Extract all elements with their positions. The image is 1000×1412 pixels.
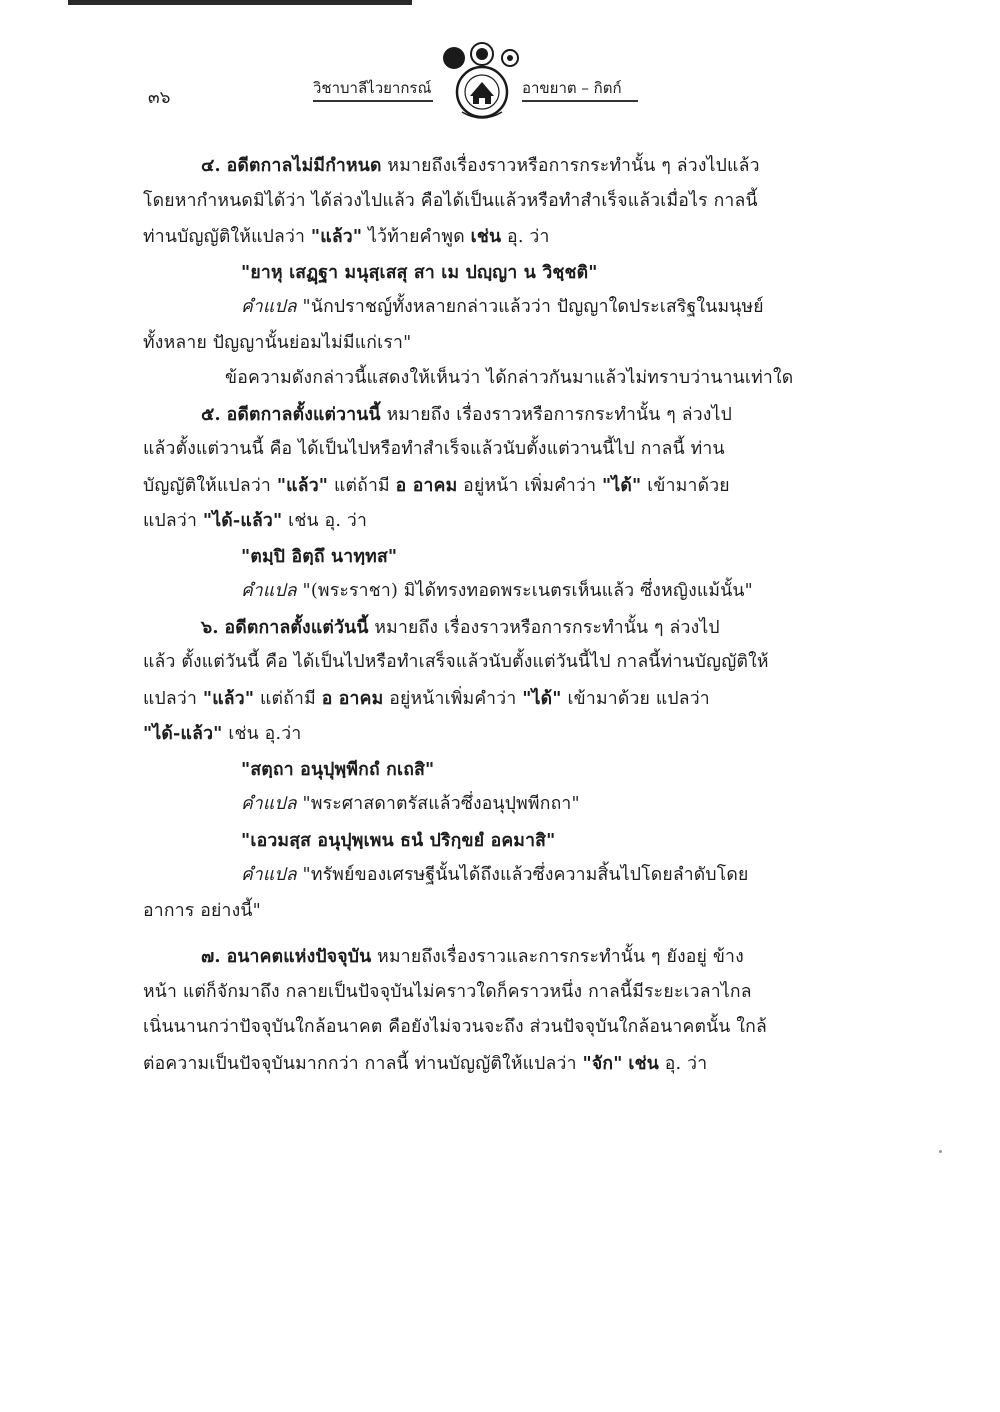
translation-text: "ทรัพย์ของเศรษฐีนั้นได้ถึงแล้วซึ่งความสิ้นไปโดยลำดับโดย: [302, 865, 749, 885]
text-run: อุ. ว่า: [664, 1053, 708, 1074]
text-run: หมายถึงเรื่องราวหรือการกระทำนั้น ๆ ล่วงไปแล้ว: [387, 156, 760, 176]
paragraph-line: [143, 503, 843, 539]
section-number: ๔.: [201, 155, 221, 176]
translation-line: [143, 858, 843, 894]
bold-term: อ อาคม: [395, 474, 458, 496]
translation-text: "พระศาสดาตรัสแล้วซึ่งอนุปุพพีกถา": [302, 794, 580, 814]
note-line: ข้อความดังกล่าวนี้แสดงให้เห็นว่า ได้กล่าวกันมาแล้วไม่ทราบว่านานเท่าใด: [225, 368, 794, 388]
paragraph-line: โดยหากำหนดมิได้ว่า ได้ล่วงไปแล้ว คือได้เป็นแล้วหรือทำสำเร็จแล้วเมื่อไร กาลนี้: [143, 190, 758, 211]
text-run: แปลว่า: [143, 688, 198, 709]
section-term: อดีตกาลตั้งแต่วันนี้: [224, 616, 369, 638]
bold-term: "แล้ว": [276, 474, 329, 496]
paragraph-line: [143, 716, 843, 752]
text-run: แต่ถ้ามี: [333, 475, 390, 496]
translation-text: "(พระราชา) มิได้ทรงทอดพระเนตรเห็นแล้ว ซึ่งหญิงแม้นั้น": [302, 581, 753, 601]
page-body: [143, 148, 843, 1081]
translation-line: [143, 290, 843, 326]
paragraph-line: [143, 219, 843, 255]
text-run: เช่น อุ. ว่า: [288, 511, 368, 531]
scan-edge-bar: [68, 0, 412, 5]
text-run: อยู่หน้าเพิ่มคำว่า: [389, 688, 517, 709]
page-header: [0, 40, 1000, 130]
section-7-heading-line: [143, 939, 843, 975]
bold-term: "ได้-แล้ว": [202, 510, 283, 531]
text-run: บัญญัติให้แปลว่า: [143, 475, 272, 496]
pali-example: [143, 255, 843, 291]
text-run: แปลว่า: [143, 511, 198, 531]
seal-emblem-icon: [440, 42, 524, 126]
paragraph-line: เนิ่นนานกว่าปัจจุบันใกล้อนาคต คือยังไม่จวนจะถึง ส่วนปัจจุบันใกล้อนาคตนั้น ใกล้: [143, 1017, 767, 1037]
section-term: อดีตกาลไม่มีกำหนด: [226, 155, 382, 176]
bold-term: "ได้": [601, 474, 642, 496]
text-run: เช่น อุ.ว่า: [228, 724, 302, 744]
page-number: ๓๖: [148, 88, 171, 108]
header-right-underline: [522, 100, 638, 102]
text-run: ท่านบัญญัติให้แปลว่า: [143, 227, 306, 247]
paragraph-line: [143, 468, 843, 504]
paragraph-line: แล้วตั้งแต่วานนี้ คือ ได้เป็นไปหรือทำสำเร็จแล้วนับตั้งแต่วานนี้ไป กาลนี้ ท่าน: [143, 439, 725, 459]
paragraph-line: [143, 681, 843, 717]
pali-example: [143, 823, 843, 859]
paragraph-line: [143, 1046, 843, 1082]
translation-text: "นักปราชญ์ทั้งหลายกล่าวแล้วว่า ปัญญาใดประเสริฐในมนุษย์: [302, 297, 764, 317]
header-left-underline: [313, 100, 433, 102]
section-term: อดีตกาลตั้งแต่วานนี้: [226, 403, 381, 425]
section-number: ๕.: [201, 403, 221, 425]
pali-example-text: "เอวมสฺส อนุปุพฺเพน ธนํ ปริกฺขยํ อคมาสิ": [241, 829, 556, 851]
translation-label: คำแปล: [241, 794, 297, 814]
bold-term: "ได้-แล้ว": [143, 723, 223, 744]
translation-label: คำแปล: [241, 297, 297, 317]
text-run: หมายถึง เรื่องราวหรือการกระทำนั้น ๆ ล่วงไป: [386, 404, 733, 425]
paragraph-line: หน้า แต่ก็จักมาถึง กลายเป็นปัจจุบันไม่คราวใดก็คราวหนึ่ง กาลนี้มีระยะเวลาไกล: [143, 981, 752, 1002]
header-left-title: วิชาบาลีไวยากรณ์: [313, 79, 432, 97]
text-run: แต่ถ้ามี: [260, 688, 316, 709]
text-run: หมายถึง เรื่องราวหรือการกระทำนั้น ๆ ล่วงไป: [374, 617, 720, 638]
text-run: ต่อความเป็นปัจจุบันมากกว่า กาลนี้ ท่านบัญญัติให้แปลว่า: [143, 1053, 577, 1074]
section-gap: [143, 929, 843, 939]
section-6-heading-line: [143, 610, 843, 646]
pali-example: [143, 539, 843, 575]
pali-example: [143, 752, 843, 788]
paragraph-line: แล้ว ตั้งแต่วันนี้ คือ ได้เป็นไปหรือทำเสร็จแล้วนับตั้งแต่วันนี้ไป กาลนี้ท่านบัญญัติให้: [143, 652, 769, 672]
pali-example-text: "ตมฺปิ อิตฺถึ นาทฺทส": [241, 545, 398, 567]
bold-term: "จัก": [582, 1052, 623, 1074]
translation-line: [143, 574, 843, 610]
section-number: ๗.: [201, 946, 221, 967]
bold-term: อ อาคม: [321, 687, 384, 709]
translation-line: [143, 787, 843, 823]
bold-term: "แล้ว": [310, 226, 363, 247]
text-run: เข้ามาด้วย แปลว่า: [567, 688, 710, 709]
pali-example-text: "สตฺถา อนุปุพฺพีกถํ กเถสิ": [241, 758, 435, 780]
text-run: เข้ามาด้วย: [647, 475, 730, 496]
bold-term: "แล้ว": [202, 687, 255, 709]
section-4-heading-line: [143, 148, 843, 184]
text-run: หมายถึงเรื่องราวและการกระทำนั้น ๆ ยังอยู่ ข้าง: [377, 947, 744, 967]
text-run: อยู่หน้า เพิ่มคำว่า: [463, 475, 597, 496]
header-right-title: อาขยาต – กิตก์: [522, 79, 622, 97]
section-5-heading-line: [143, 397, 843, 433]
translation-line: อาการ อย่างนี้": [143, 900, 261, 921]
bold-term: เช่น: [470, 226, 502, 247]
bold-term: เช่น: [628, 1052, 659, 1074]
translation-label: คำแปล: [241, 865, 297, 885]
text-run: อุ. ว่า: [507, 227, 550, 247]
section-term: อนาคตแห่งปัจจุบัน: [226, 946, 372, 967]
pali-example-text: "ยาหุ เสฏฺฐา มนุสฺเสสุ สา เม ปญฺญา น วิชฺชติ": [241, 261, 598, 283]
text-run: ไว้ท้ายคำพูด: [368, 227, 465, 247]
translation-line: ทั้งหลาย ปัญญานั้นย่อมไม่มีแก่เรา": [143, 332, 412, 353]
section-number: ๖.: [201, 616, 219, 638]
scan-speck: [939, 1150, 942, 1153]
translation-label: คำแปล: [241, 581, 297, 601]
bold-term: "ได้": [522, 687, 562, 709]
